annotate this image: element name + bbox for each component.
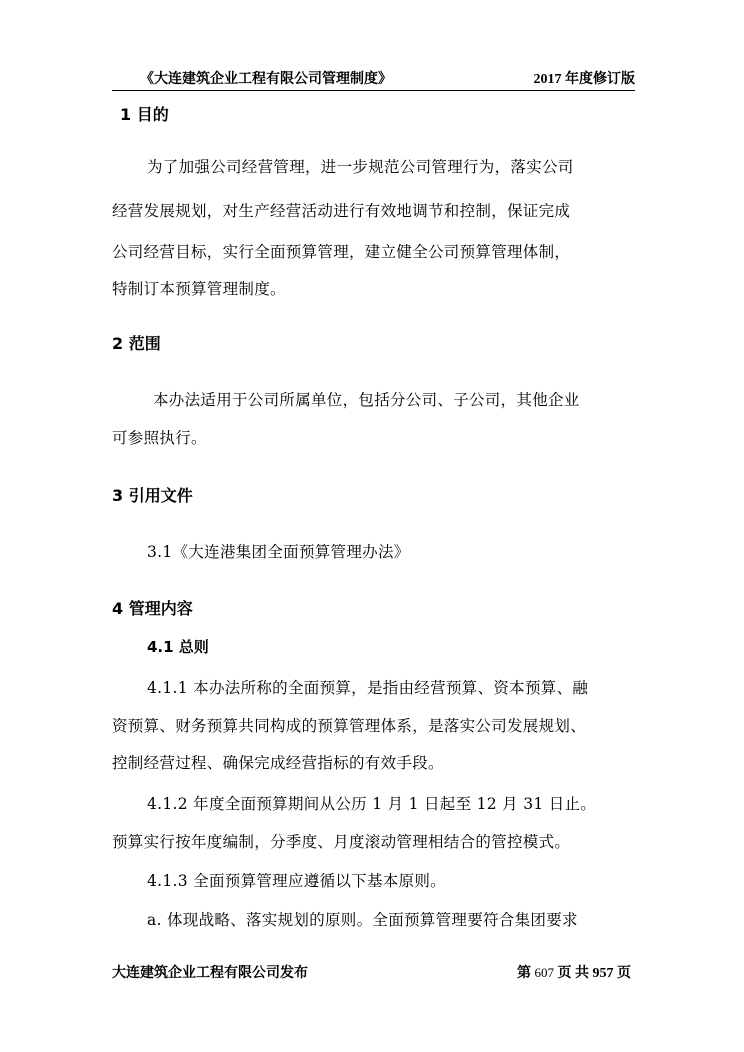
section-4-line-5: 预算实行按年度编制，分季度、月度滚动管理相结合的管控模式。 <box>112 833 571 851</box>
page-header <box>112 64 635 91</box>
section-4-line-3: 控制经营过程、确保完成经营指标的有效手段。 <box>112 754 444 772</box>
section-1-heading: 1 目的 <box>120 105 169 124</box>
section-3-heading: 3 引用文件 <box>112 486 193 505</box>
section-1-line-1: 为了加强公司经营管理，进一步规范公司管理行为，落实公司 <box>147 158 574 176</box>
section-4-1-heading: 4.1 总则 <box>147 638 209 656</box>
footer-page-mid: 页 共 <box>557 966 589 981</box>
header-revision: 2017 年度修订版 <box>533 72 635 87</box>
footer-page-prefix: 第 <box>517 966 531 981</box>
section-4-line-7: a. 体现战略、落实规划的原则。全面预算管理要符合集团要求 <box>147 911 578 929</box>
section-4-line-6: 4.1.3 全面预算管理应遵循以下基本原则。 <box>147 872 446 890</box>
footer-page-total: 957 <box>592 966 614 981</box>
section-4-heading: 4 管理内容 <box>112 599 193 618</box>
section-2-line-2: 可参照执行。 <box>112 429 207 447</box>
section-2-line-1: 本办法适用于公司所属单位，包括分公司、子公司，其他企业 <box>153 391 580 409</box>
section-3-line-1: 3.1《大连港集团全面预算管理办法》 <box>147 543 410 561</box>
header-document-title: 《大连建筑企业工程有限公司管理制度》 <box>140 72 392 87</box>
section-1-line-2: 经营发展规划，对生产经营活动进行有效地调节和控制，保证完成 <box>112 202 571 220</box>
footer-page-suffix: 页 <box>617 966 631 981</box>
footer-page-current: 607 <box>534 965 554 980</box>
footer-publisher: 大连建筑企业工程有限公司发布 <box>112 966 308 981</box>
section-2-heading: 2 范围 <box>112 334 161 353</box>
section-1-line-4: 特制订本预算管理制度。 <box>112 280 286 298</box>
section-1-line-3: 公司经营目标，实行全面预算管理，建立健全公司预算管理体制， <box>112 243 571 261</box>
section-4-line-1: 4.1.1 本办法所称的全面预算，是指由经营预算、资本预算、融 <box>147 679 589 697</box>
section-4-line-2: 资预算、财务预算共同构成的预算管理体系，是落实公司发展规划、 <box>112 717 587 735</box>
footer-page-info <box>517 962 631 982</box>
section-4-line-4: 4.1.2 年度全面预算期间从公历 1 月 1 日起至 12 月 31 日止。 <box>147 795 597 813</box>
